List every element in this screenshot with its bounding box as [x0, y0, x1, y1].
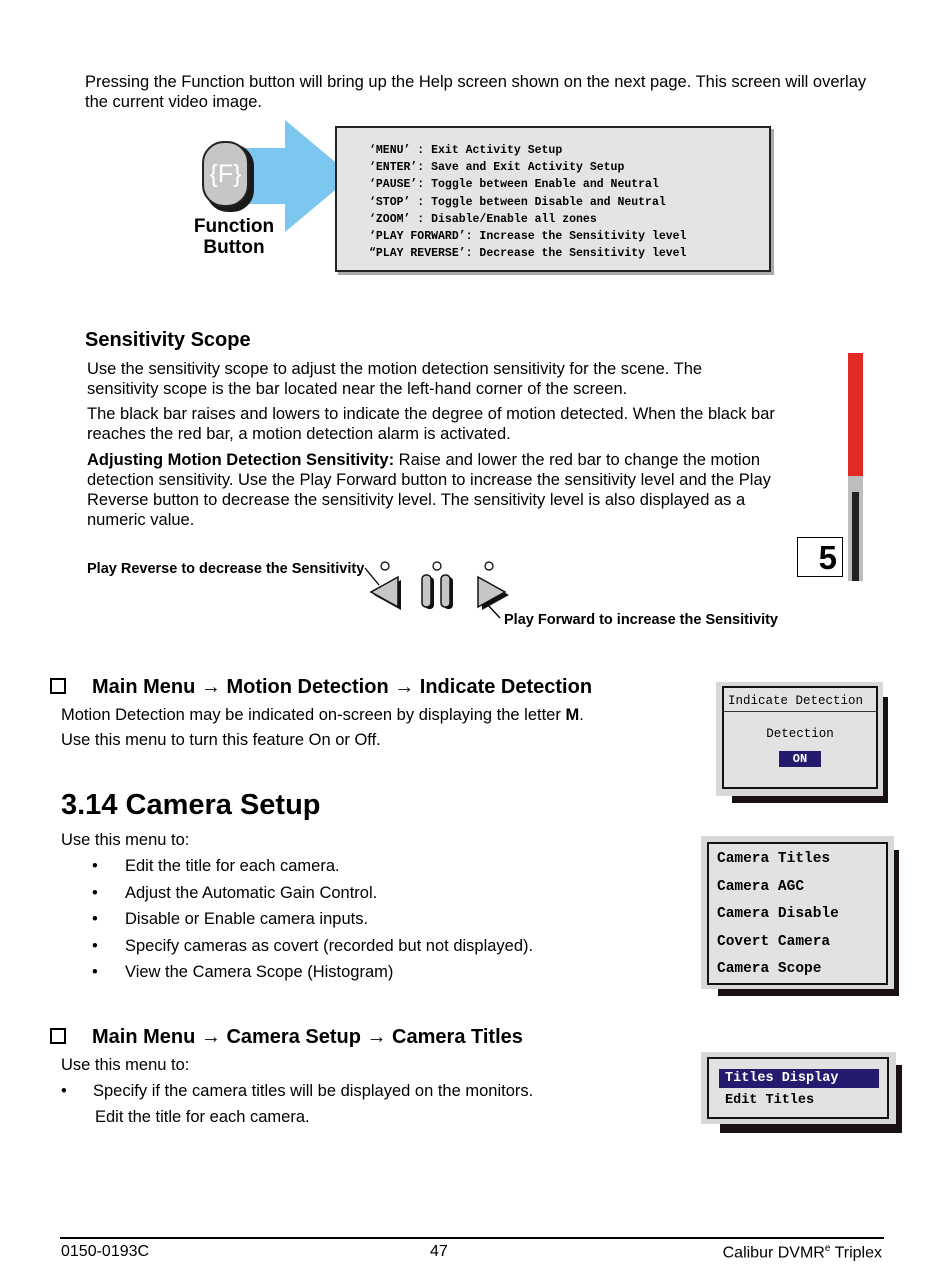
menu-item-camera-titles[interactable]: Camera Titles — [717, 851, 831, 867]
menu-item-camera-scope[interactable]: Camera Scope — [717, 961, 822, 977]
menu-item-titles-display[interactable]: Titles Display — [719, 1069, 879, 1088]
checkbox-icon — [50, 678, 66, 694]
camera-titles-intro: Use this menu to: — [61, 1056, 190, 1074]
indicate-detection-line: Use this menu to turn this feature On or Off. — [61, 731, 381, 749]
menu-item-camera-agc[interactable]: Camera AGC — [717, 878, 805, 895]
play-reverse-caption: Play Reverse to decrease the Sensitivity — [87, 561, 365, 577]
help-screen — [335, 126, 771, 272]
sensitivity-value: 5 — [797, 537, 843, 577]
help-line: ‘PLAY FORWARD’: Increase the Sensitivity level — [369, 230, 687, 244]
function-button-label: Function Button — [193, 216, 275, 258]
detection-label: Detection — [766, 727, 834, 741]
camera-titles-menu — [707, 1057, 889, 1119]
footer-page-number: 47 — [430, 1243, 448, 1260]
help-line: ‘PAUSE’: Toggle between Enable and Neutral — [369, 178, 659, 192]
list-item: • Specify cameras as covert (recorded but not displayed). — [92, 936, 534, 955]
sensitivity-adjust-paragraph: Adjusting Motion Detection Sensitivity: Raise and lower the red bar to change the motion detection sensitivity. Use the Play Forward button to increase the sensitivity level and the Play Reverse button to decrease the sensitivity level. The sensitivity level is also displayed as a numeric value. — [87, 451, 771, 529]
panel-title: Indicate Detection — [724, 688, 876, 712]
list-item: • Specify if the camera titles will be displayed on the monitors. — [61, 1082, 534, 1100]
list-item: • Adjust the Automatic Gain Control. — [92, 883, 378, 902]
camera-titles-continuation: Edit the title for each camera. — [95, 1108, 310, 1126]
help-line: ‘ENTER’: Save and Exit Activity Setup — [369, 161, 625, 175]
motion-level-bar — [852, 492, 859, 581]
section-heading-sensitivity: Sensitivity Scope — [85, 329, 251, 351]
list-item: • Edit the title for each camera. — [92, 857, 340, 875]
play-forward-caption: Play Forward to increase the Sensitivity — [504, 612, 778, 628]
help-line: ‘ZOOM’ : Disable/Enable all zones — [369, 212, 597, 226]
intro-paragraph: Pressing the Function button will bring up the Help screen shown on the next page. This screen will overlay the current video image. — [85, 73, 867, 111]
detection-toggle[interactable]: ON — [779, 751, 821, 767]
indicate-detection-panel-inner — [722, 686, 878, 789]
footer-product-name: Calibur DVMR$^e$ Triplex — [722, 1243, 882, 1262]
play-forward-icon[interactable] — [478, 577, 509, 610]
help-line: “PLAY REVERSE’: Decrease the Sensitivity level — [369, 247, 687, 261]
menu-item-edit-titles[interactable]: Edit Titles — [725, 1093, 815, 1108]
list-item: • View the Camera Scope (Histogram) — [92, 963, 394, 982]
pause-icon[interactable] — [422, 575, 453, 609]
play-reverse-icon[interactable] — [371, 577, 401, 610]
camera-setup-intro: Use this menu to: — [61, 831, 190, 849]
checkbox-icon — [50, 1028, 66, 1044]
footer-doc-number: 0150-0193C — [61, 1243, 150, 1260]
playback-controls — [362, 558, 512, 622]
sensitivity-threshold-bar — [848, 353, 863, 476]
menu-item-covert-camera[interactable]: Covert Camera — [717, 933, 831, 950]
help-line: ‘STOP’ : Toggle between Disable and Neutral — [369, 195, 666, 209]
help-line: ‘MENU’ : Exit Activity Setup — [369, 144, 563, 157]
section-heading-camera-titles: Main Menu → Camera Setup → Camera Titles — [50, 1026, 523, 1049]
footer-rule — [60, 1237, 884, 1239]
sensitivity-paragraph: Use the sensitivity scope to adjust the motion detection sensitivity for the scene. The sensitivity scope is the bar located near the left-hand corner of the screen. — [87, 360, 703, 398]
menu-item-camera-disable[interactable]: Camera Disable — [717, 906, 839, 922]
section-heading-indicate-detection: Main Menu → Motion Detection → Indicate Detection — [50, 676, 592, 699]
section-heading-camera-setup: 3.14 Camera Setup — [61, 789, 321, 821]
camera-setup-bullets — [92, 856, 533, 989]
camera-setup-menu — [707, 842, 888, 985]
sensitivity-paragraph: The black bar raises and lowers to indicate the degree of motion detected. When the black bar reaches the red bar, a motion detection alarm is activated. — [87, 405, 775, 443]
indicate-detection-line: Motion Detection may be indicated on-screen by displaying the letter M. — [61, 706, 584, 724]
list-item: • Disable or Enable camera inputs. — [92, 910, 369, 929]
function-button-icon: {F} — [202, 141, 249, 207]
